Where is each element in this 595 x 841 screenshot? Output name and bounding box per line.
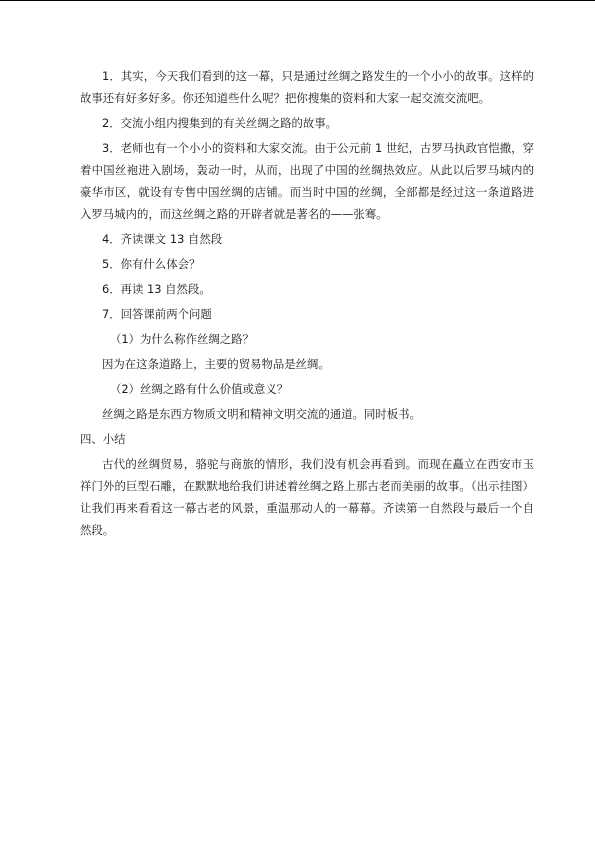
question-2: （2）丝绸之路有什么价值或意义？ [110,382,289,396]
paragraph-item-5: 5．你有什么体会？ [102,257,201,271]
paragraph-item-4: 4．齐读课文 13 自然段 [102,232,223,246]
page-top-rule [0,0,595,1]
section-heading-summary: 四、小结 [80,432,126,446]
summary-paragraph: 古代的丝绸贸易，骆驼与商旅的情形，我们没有机会再看到。而现在矗立在西安市玉祥门外的巨型石雕，在默默地给我们讲述着丝绸之路上那古老而美丽的故事。（出示挂图）让我们再来看看这一幕古老的风景，重温那动人的一幕幕。齐读第一自然段与最后一个自然段。 [80,457,534,537]
paragraph-item-6: 6．再读 13 自然段。 [102,282,211,296]
answer-2: 丝绸之路是东西方物质文明和精神文明交流的通道。同时板书。 [102,407,421,421]
paragraph-item-7: 7．回答课前两个问题 [102,307,212,321]
paragraph-item-1: 1．其实，今天我们看到的这一幕，只是通过丝绸之路发生的一个小小的故事。这样的故事还有好多好多。你还知道些什么呢？把你搜集的资料和大家一起交流交流吧。 [80,69,534,105]
paragraph-item-2: 2．交流小组内搜集到的有关丝绸之路的故事。 [102,116,338,130]
question-1: （1）为什么称作丝绸之路？ [110,332,254,346]
document-body [80,65,534,541]
answer-1: 因为在这条道路上，主要的贸易物品是丝绸。 [102,357,330,371]
paragraph-item-3: 3．老师也有一个小小的资料和大家交流。由于公元前 1 世纪，古罗马执政官恺撒，穿着中国丝袍进入剧场，轰动一时，从而，出现了中国的丝绸热效应。从此以后罗马城内的豪华市区，就设有专售中国丝绸的店铺。而当时中国的丝绸，全部都是经过这一条道路进入罗马城内的，而这丝绸之路的开辟者就是著名的——张骞。 [80,141,534,221]
